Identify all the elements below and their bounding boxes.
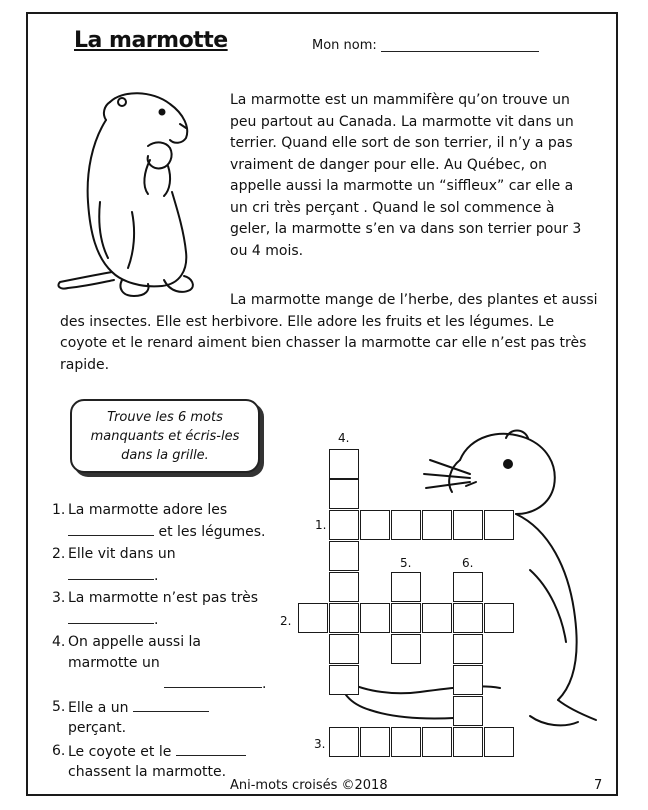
crossword-cell[interactable] xyxy=(329,510,359,540)
page-number: 7 xyxy=(594,778,603,793)
clue-text: On appelle aussi la marmotte un xyxy=(68,634,201,671)
crossword-number-1: 1. xyxy=(315,518,327,532)
clue-text-after: . xyxy=(154,611,159,628)
clue-item xyxy=(52,500,292,542)
crossword-cell[interactable] xyxy=(484,727,514,757)
crossword-number-2: 2. xyxy=(280,614,292,628)
clue-number: 2. xyxy=(52,546,66,562)
crossword-cell[interactable] xyxy=(453,696,483,726)
crossword-cell[interactable] xyxy=(453,727,483,757)
crossword-cell[interactable] xyxy=(329,665,359,695)
diet-paragraph-text: La marmotte mange de l’herbe, des plantes et aussi des insectes. Elle est herbivore. Elle adore les fruits et les légumes. Le coyote et le renard aiment bien chasser la marmotte car elle n’est pas très rapide. xyxy=(60,292,598,373)
intro-paragraph: La marmotte est un mammifère qu’on trouve un peu partout au Canada. La marmotte vit dans un terrier. Quand elle sort de son terrier, il n’y a pas vraiment de danger pour elle. Au Québec, on appelle aussi la marmotte un “siffleux” car elle a un cri très perçant . Quand le sol commence à geler, la marmotte s’en va dans son terrier pour 3 ou 4 mois. xyxy=(230,92,582,259)
crossword-number-5: 5. xyxy=(400,556,412,570)
clue-item xyxy=(52,544,292,586)
crossword-cell[interactable] xyxy=(298,603,328,633)
crossword-cell[interactable] xyxy=(329,541,359,571)
crossword-number-6: 6. xyxy=(462,556,474,570)
crossword-cell[interactable] xyxy=(329,449,359,479)
clue-text-after: et les légumes. xyxy=(158,523,266,540)
clue-text-after: perçant. xyxy=(68,720,127,736)
crossword-cell[interactable] xyxy=(329,603,359,633)
clue-text-after: . xyxy=(154,567,159,584)
crossword-cell[interactable] xyxy=(422,510,452,540)
crossword-cell[interactable] xyxy=(329,479,359,509)
crossword-cell[interactable] xyxy=(391,510,421,540)
crossword-cell[interactable] xyxy=(453,510,483,540)
crossword-cell[interactable] xyxy=(391,634,421,664)
crossword-cell[interactable] xyxy=(391,727,421,757)
name-label: Mon nom: xyxy=(312,38,377,53)
clue-text-after: . xyxy=(262,676,267,692)
clue-text: La marmotte adore les xyxy=(68,502,228,518)
clue-number: 4. xyxy=(52,634,66,650)
clue-item xyxy=(52,741,292,783)
clue-text: Elle vit dans un xyxy=(68,546,176,562)
crossword-cell[interactable] xyxy=(360,510,390,540)
crossword-cell[interactable] xyxy=(422,603,452,633)
clue-item xyxy=(52,588,292,630)
crossword-cell[interactable] xyxy=(360,727,390,757)
instruction-text: Trouve les 6 mots manquants et écris-les dans la grille. xyxy=(90,409,240,463)
name-input-line[interactable] xyxy=(381,51,539,52)
footer-credit: Ani-mots croisés ©2018 xyxy=(230,778,388,793)
clue-item xyxy=(52,632,292,673)
diet-paragraph xyxy=(60,290,600,376)
crossword-cell[interactable] xyxy=(329,634,359,664)
crossword-cell[interactable] xyxy=(360,603,390,633)
crossword-cell[interactable] xyxy=(453,634,483,664)
clue-text: Le coyote et le xyxy=(68,743,172,760)
crossword-number-3: 3. xyxy=(314,737,326,751)
crossword-number-4: 4. xyxy=(338,431,350,445)
answer-blank[interactable] xyxy=(68,521,154,536)
instruction-bubble xyxy=(70,399,260,473)
crossword-cell[interactable] xyxy=(422,727,452,757)
crossword-cell[interactable] xyxy=(453,572,483,602)
marmot-sitting-icon xyxy=(52,82,212,312)
answer-blank[interactable] xyxy=(164,673,262,688)
clue-text: La marmotte n’est pas très xyxy=(68,590,259,606)
crossword-cell[interactable] xyxy=(484,603,514,633)
answer-blank[interactable] xyxy=(176,741,246,756)
clue-number: 5. xyxy=(52,698,66,715)
crossword-cell[interactable] xyxy=(391,603,421,633)
clue-number: 1. xyxy=(52,502,66,518)
answer-blank[interactable] xyxy=(68,609,154,624)
crossword-cell[interactable] xyxy=(329,727,359,757)
crossword-cell[interactable] xyxy=(453,603,483,633)
page-title: La marmotte xyxy=(74,28,228,53)
clue-text-after: chassent la marmotte. xyxy=(68,764,227,780)
crossword-cell[interactable] xyxy=(391,572,421,602)
clue-number: 3. xyxy=(52,590,66,606)
crossword-cell[interactable] xyxy=(453,665,483,695)
clue-text: Elle a un xyxy=(68,699,129,716)
crossword-cell[interactable] xyxy=(484,510,514,540)
clue-item xyxy=(52,697,292,739)
clue-list xyxy=(52,500,292,785)
crossword-cell[interactable] xyxy=(329,572,359,602)
answer-blank[interactable] xyxy=(68,565,154,580)
answer-blank[interactable] xyxy=(133,697,209,712)
clue-number: 6. xyxy=(52,742,66,759)
